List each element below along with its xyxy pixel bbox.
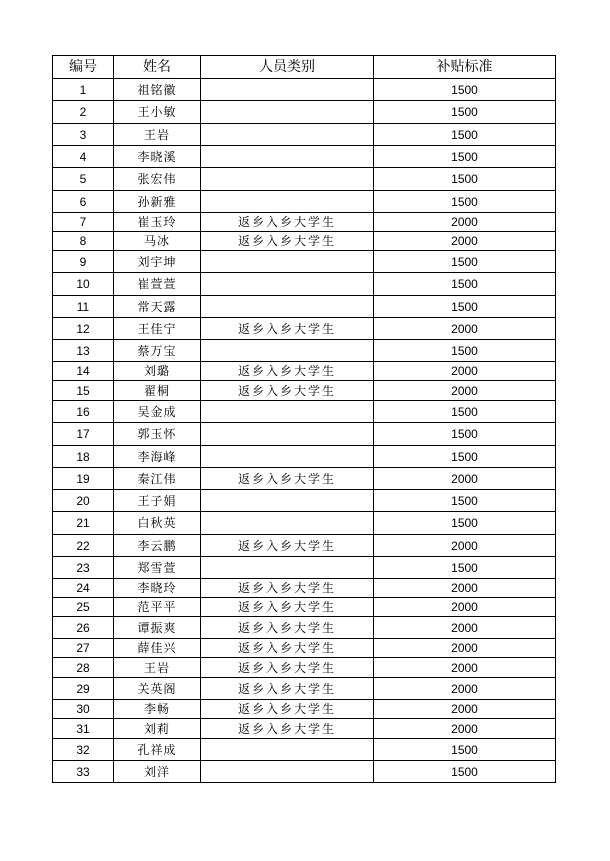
cell-subsidy: 1500 (374, 124, 556, 146)
table-row (53, 362, 556, 381)
cell-name: 郭玉怀 (114, 423, 201, 446)
cell-category: 返乡入乡大学生 (201, 535, 374, 557)
cell-subsidy: 1500 (374, 761, 556, 783)
cell-id: 14 (53, 362, 114, 381)
cell-category (201, 423, 374, 446)
subsidy-table (52, 55, 556, 783)
cell-id: 22 (53, 535, 114, 557)
cell-category: 返乡入乡大学生 (201, 468, 374, 490)
cell-subsidy: 2000 (374, 381, 556, 401)
cell-name: 刘莉 (114, 719, 201, 739)
cell-name: 郑雪萱 (114, 557, 201, 579)
cell-name: 李晓玲 (114, 579, 201, 598)
table-row (53, 273, 556, 296)
cell-subsidy: 2000 (374, 617, 556, 639)
cell-category (201, 191, 374, 213)
cell-subsidy: 1500 (374, 423, 556, 446)
cell-category (201, 557, 374, 579)
table-row (53, 512, 556, 535)
cell-category: 返乡入乡大学生 (201, 617, 374, 639)
table-row (53, 658, 556, 678)
cell-name: 王子娟 (114, 490, 201, 512)
cell-subsidy: 2000 (374, 700, 556, 719)
cell-id: 18 (53, 446, 114, 468)
cell-category (201, 401, 374, 423)
cell-subsidy: 2000 (374, 639, 556, 658)
cell-category: 返乡入乡大学生 (201, 232, 374, 251)
cell-category (201, 512, 374, 535)
cell-id: 32 (53, 739, 114, 761)
cell-category (201, 446, 374, 468)
cell-name: 吴金成 (114, 401, 201, 423)
cell-id: 11 (53, 296, 114, 318)
cell-category (201, 273, 374, 296)
header-category: 人员类别 (201, 56, 374, 79)
header-name: 姓名 (114, 56, 201, 79)
table-row (53, 318, 556, 340)
table-row (53, 678, 556, 700)
cell-id: 10 (53, 273, 114, 296)
cell-id: 4 (53, 146, 114, 168)
cell-subsidy: 2000 (374, 598, 556, 617)
cell-category: 返乡入乡大学生 (201, 658, 374, 678)
table-row (53, 700, 556, 719)
cell-name: 王岩 (114, 124, 201, 146)
cell-category: 返乡入乡大学生 (201, 579, 374, 598)
cell-id: 13 (53, 340, 114, 362)
table-row (53, 579, 556, 598)
table-row (53, 446, 556, 468)
table-row (53, 213, 556, 232)
cell-subsidy: 2000 (374, 658, 556, 678)
header-subsidy: 补贴标准 (374, 56, 556, 79)
cell-name: 祖铭徽 (114, 79, 201, 101)
cell-name: 范平平 (114, 598, 201, 617)
cell-category (201, 739, 374, 761)
cell-subsidy: 2000 (374, 579, 556, 598)
cell-category (201, 251, 374, 273)
cell-id: 3 (53, 124, 114, 146)
cell-name: 李畅 (114, 700, 201, 719)
cell-subsidy: 2000 (374, 535, 556, 557)
cell-subsidy: 1500 (374, 739, 556, 761)
cell-category (201, 101, 374, 124)
cell-name: 李云鹏 (114, 535, 201, 557)
table-row (53, 168, 556, 191)
table-row (53, 191, 556, 213)
cell-subsidy: 1500 (374, 251, 556, 273)
cell-id: 33 (53, 761, 114, 783)
cell-name: 谭振爽 (114, 617, 201, 639)
cell-name: 崔玉玲 (114, 213, 201, 232)
cell-subsidy: 1500 (374, 273, 556, 296)
cell-subsidy: 1500 (374, 401, 556, 423)
cell-name: 崔萱萱 (114, 273, 201, 296)
cell-name: 翟桐 (114, 381, 201, 401)
cell-subsidy: 1500 (374, 490, 556, 512)
table-row (53, 101, 556, 124)
table-row (53, 423, 556, 446)
cell-id: 5 (53, 168, 114, 191)
table-row (53, 251, 556, 273)
cell-subsidy: 1500 (374, 191, 556, 213)
cell-id: 31 (53, 719, 114, 739)
cell-id: 25 (53, 598, 114, 617)
cell-category: 返乡入乡大学生 (201, 213, 374, 232)
cell-name: 王小敏 (114, 101, 201, 124)
cell-id: 24 (53, 579, 114, 598)
cell-name: 刘洋 (114, 761, 201, 783)
cell-subsidy: 1500 (374, 168, 556, 191)
cell-id: 16 (53, 401, 114, 423)
cell-name: 李晓溪 (114, 146, 201, 168)
cell-id: 21 (53, 512, 114, 535)
cell-category: 返乡入乡大学生 (201, 700, 374, 719)
cell-name: 张宏伟 (114, 168, 201, 191)
table-header (53, 56, 556, 79)
cell-id: 8 (53, 232, 114, 251)
cell-subsidy: 1500 (374, 296, 556, 318)
cell-name: 蔡万宝 (114, 340, 201, 362)
cell-subsidy: 2000 (374, 468, 556, 490)
cell-name: 孔祥成 (114, 739, 201, 761)
cell-subsidy: 2000 (374, 232, 556, 251)
cell-id: 28 (53, 658, 114, 678)
cell-id: 23 (53, 557, 114, 579)
cell-id: 1 (53, 79, 114, 101)
cell-subsidy: 1500 (374, 101, 556, 124)
cell-category (201, 146, 374, 168)
cell-name: 刘宇坤 (114, 251, 201, 273)
cell-subsidy: 1500 (374, 512, 556, 535)
cell-subsidy: 2000 (374, 678, 556, 700)
cell-id: 29 (53, 678, 114, 700)
cell-name: 王佳宁 (114, 318, 201, 340)
cell-id: 12 (53, 318, 114, 340)
header-id: 编号 (53, 56, 114, 79)
header-row (53, 56, 556, 79)
cell-category: 返乡入乡大学生 (201, 639, 374, 658)
cell-name: 刘璐 (114, 362, 201, 381)
cell-category (201, 168, 374, 191)
cell-category: 返乡入乡大学生 (201, 678, 374, 700)
cell-category: 返乡入乡大学生 (201, 598, 374, 617)
table-row (53, 557, 556, 579)
cell-name: 薛佳兴 (114, 639, 201, 658)
table-body (53, 79, 556, 783)
cell-category: 返乡入乡大学生 (201, 719, 374, 739)
table-row (53, 761, 556, 783)
cell-subsidy: 1500 (374, 557, 556, 579)
cell-category: 返乡入乡大学生 (201, 362, 374, 381)
table-row (53, 490, 556, 512)
table-row (53, 617, 556, 639)
cell-id: 30 (53, 700, 114, 719)
cell-id: 9 (53, 251, 114, 273)
table-row (53, 739, 556, 761)
cell-name: 关英阁 (114, 678, 201, 700)
cell-id: 27 (53, 639, 114, 658)
cell-name: 孙新雅 (114, 191, 201, 213)
cell-subsidy: 2000 (374, 719, 556, 739)
table-row (53, 719, 556, 739)
cell-category (201, 490, 374, 512)
table-row (53, 381, 556, 401)
table-row (53, 639, 556, 658)
table-row (53, 124, 556, 146)
table-row (53, 340, 556, 362)
table-row (53, 232, 556, 251)
table-row (53, 401, 556, 423)
table-row (53, 535, 556, 557)
cell-name: 秦江伟 (114, 468, 201, 490)
table-row (53, 468, 556, 490)
cell-name: 白秋英 (114, 512, 201, 535)
cell-category (201, 296, 374, 318)
cell-id: 7 (53, 213, 114, 232)
cell-category (201, 124, 374, 146)
table-row (53, 598, 556, 617)
cell-subsidy: 1500 (374, 446, 556, 468)
cell-category (201, 761, 374, 783)
cell-name: 李海峰 (114, 446, 201, 468)
cell-category: 返乡入乡大学生 (201, 381, 374, 401)
table-row (53, 296, 556, 318)
cell-subsidy: 2000 (374, 318, 556, 340)
cell-name: 王岩 (114, 658, 201, 678)
cell-id: 26 (53, 617, 114, 639)
cell-id: 17 (53, 423, 114, 446)
cell-name: 马冰 (114, 232, 201, 251)
cell-subsidy: 1500 (374, 340, 556, 362)
cell-id: 2 (53, 101, 114, 124)
cell-subsidy: 2000 (374, 213, 556, 232)
cell-subsidy: 1500 (374, 79, 556, 101)
cell-subsidy: 1500 (374, 146, 556, 168)
cell-id: 15 (53, 381, 114, 401)
table-row (53, 79, 556, 101)
cell-id: 19 (53, 468, 114, 490)
cell-id: 20 (53, 490, 114, 512)
cell-subsidy: 2000 (374, 362, 556, 381)
cell-name: 常天露 (114, 296, 201, 318)
table-row (53, 146, 556, 168)
cell-category (201, 79, 374, 101)
cell-id: 6 (53, 191, 114, 213)
cell-category (201, 340, 374, 362)
cell-category: 返乡入乡大学生 (201, 318, 374, 340)
